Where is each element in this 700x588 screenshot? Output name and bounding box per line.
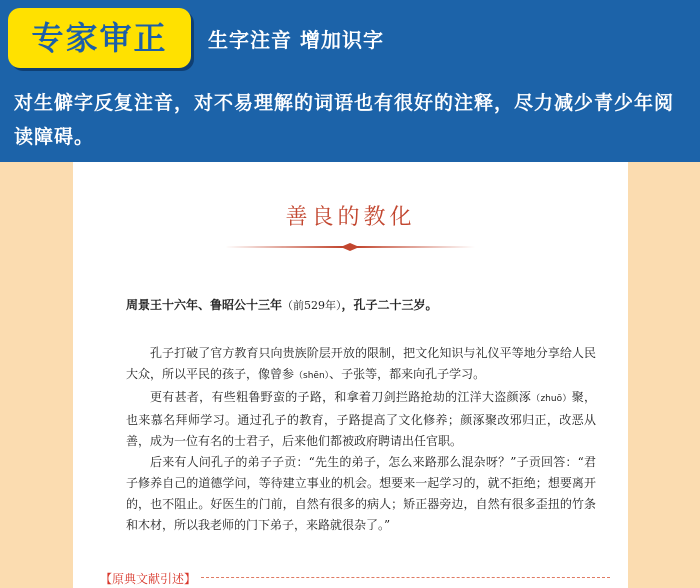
header-banner [0, 0, 700, 162]
paragraph-text: 聚，也来慕名拜师学习。通过孔子的教育，子路提高了文化修养；颜涿聚改邪归正，改恶从善，成为一位有名的士君子，后来他们都被政府聘请出任官职。 [126, 390, 596, 448]
chapter-title: 善良的教化 [285, 205, 416, 230]
dashed-divider [196, 577, 610, 578]
paragraph-text: 孔子打破了官方教育只向贵族阶层开放的限制，把文化知识与礼仪平等地分享给人民大众，所以平民的孩子，像曾参 [126, 346, 596, 381]
paragraph [126, 387, 596, 452]
paragraph-text: 、子张等，都来向孔子学习。 [329, 367, 486, 381]
source-citation-header [100, 568, 610, 588]
badge-label: 专家审正 [31, 19, 168, 57]
paragraph-text: 后来有人问孔子的弟子子贡：“先生的弟子，怎么来路那么混杂呀？”子贡回答：“君子修养自己的道德学问，等待建立事业的机会。想要来一起学习的，就不拒绝；想要离开的，也不阻止。好医生的门前，自然有很多的病人；矫正器旁边，自然有很多歪扭的竹条和木材，所以我老师的门下弟子，来路就很杂了。” [126, 455, 596, 532]
chapter-body [126, 343, 596, 536]
dateline-prefix: 周景王十六年、鲁昭公十三年 [126, 298, 283, 312]
title-ornament-rule [225, 242, 475, 252]
paragraph [126, 343, 596, 387]
tagline: 生字注音 增加识字 [208, 28, 384, 52]
paragraph [126, 452, 596, 536]
feature-description: 对生僻字反复注音，对不易理解的词语也有很好的注释，尽力减少青少年阅读障碍。 [14, 92, 675, 148]
dateline [126, 296, 438, 313]
pinyin-note: （zhuō） [531, 394, 572, 404]
dateline-note: （前529年） [282, 299, 342, 312]
book-page [73, 162, 628, 588]
source-label: 【原典文献引述】 [100, 570, 200, 587]
paragraph-text: 更有甚者，有些粗鲁野蛮的子路，和拿着刀剑拦路抢劫的江洋大盗颜涿 [150, 390, 532, 404]
dateline-suffix: ，孔子二十三岁。 [341, 298, 438, 312]
expert-review-badge [8, 8, 191, 68]
pinyin-note: （shēn） [294, 371, 330, 381]
